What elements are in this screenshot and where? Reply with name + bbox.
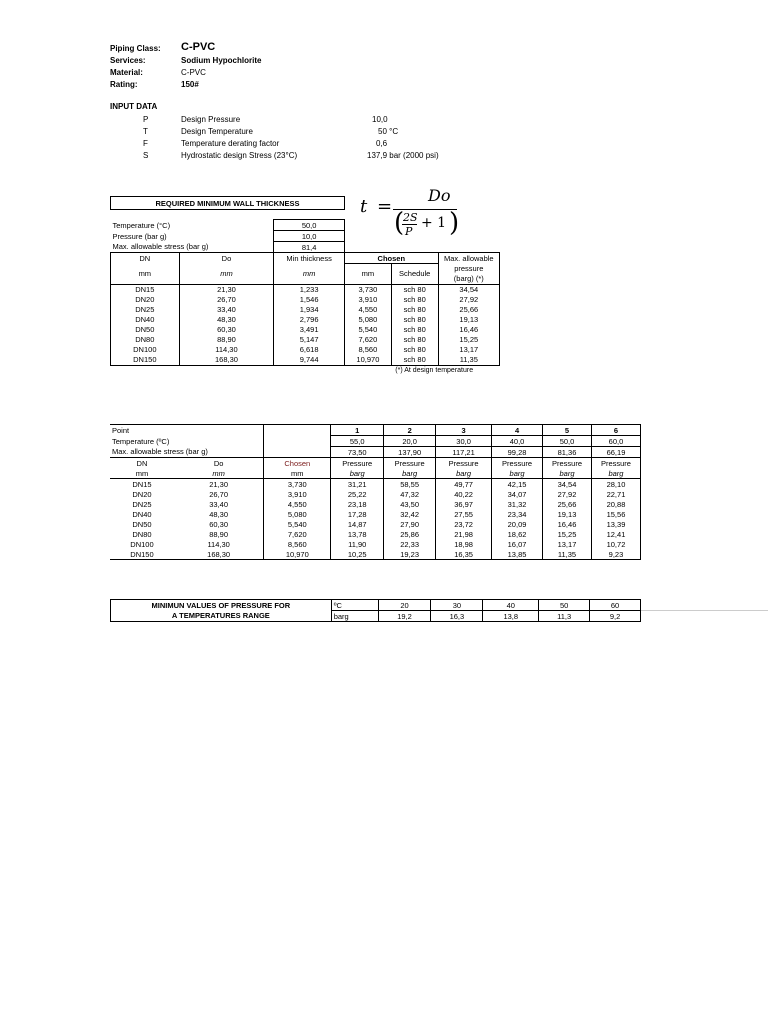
cell-chosen: 3,910	[264, 489, 331, 499]
col2-pressure-2: Pressure	[384, 458, 436, 469]
min-temp-2: 30	[431, 600, 483, 611]
cell-pressure-2: 43,50	[384, 499, 436, 509]
cell-chosen-mm: 5,540	[345, 325, 392, 335]
cell-chosen: 4,550	[264, 499, 331, 509]
cell-do: 21,30	[209, 479, 229, 489]
min-unit-temp: ºC	[331, 600, 378, 611]
input-value-f: 0,6	[376, 139, 388, 148]
temp-6: 60,0	[591, 436, 640, 447]
cell-do: 88,90	[179, 335, 274, 345]
cell-chosen: 3,730	[264, 479, 331, 490]
point-6: 6	[591, 425, 640, 436]
min-temp-3: 40	[483, 600, 539, 611]
col-do: Do	[179, 253, 274, 264]
min-temp-4: 50	[539, 600, 590, 611]
min-title-line1: MINIMUN VALUES OF PRESSURE FOR	[111, 600, 332, 611]
input-sym-s: S	[143, 151, 149, 160]
cell-pressure-5: 11,35	[543, 549, 592, 560]
cell-chosen-mm: 5,080	[345, 315, 392, 325]
point-4: 4	[492, 425, 543, 436]
cell-pressure-3: 36,97	[436, 499, 492, 509]
cell-do: 33,40	[209, 499, 229, 509]
cell-pressure-3: 18,98	[436, 539, 492, 549]
min-unit-barg: barg	[331, 611, 378, 622]
formula-t: t	[360, 196, 368, 217]
cell-pressure-6: 22,71	[591, 489, 640, 499]
formula-numerator: Do	[428, 186, 451, 205]
cell-pressure-5: 19,13	[543, 509, 592, 519]
cell-pressure-2: 27,90	[384, 519, 436, 529]
cell-pressure-5: 16,46	[543, 519, 592, 529]
col2-pressure-3: Pressure	[436, 458, 492, 469]
cell-pressure-5: 15,25	[543, 529, 592, 539]
min-value-1: 19,2	[378, 611, 431, 622]
cell-pressure-5: 13,17	[543, 539, 592, 549]
cell-dn: DN15	[111, 284, 180, 295]
wall-table-title: REQUIRED MINIMUM WALL THICKNESS	[111, 197, 345, 210]
input-value-p: 10,0	[372, 115, 388, 124]
cell-pressure-3: 23,72	[436, 519, 492, 529]
min-value-4: 11,3	[539, 611, 590, 622]
cell-max-pressure: 34,54	[438, 284, 499, 295]
cell-min-thickness: 1,546	[274, 295, 345, 305]
cell-pressure-1: 10,25	[331, 549, 384, 560]
cell-do: 114,30	[179, 345, 274, 355]
table-row	[110, 489, 641, 499]
cell-pressure-4: 13,85	[492, 549, 543, 560]
cell-dn: DN150	[111, 355, 180, 366]
cell-do: 48,30	[209, 509, 229, 519]
formula-equals: =	[377, 196, 393, 217]
cell-schedule: sch 80	[391, 284, 438, 295]
services-label: Services:	[110, 56, 146, 65]
col2-barg-1: barg	[331, 468, 384, 479]
cell-dn: DN20	[132, 489, 152, 499]
cell-max-pressure: 13,17	[438, 345, 499, 355]
cell-schedule: sch 80	[391, 325, 438, 335]
cell-pressure-5: 27,92	[543, 489, 592, 499]
cell-pressure-2: 19,23	[384, 549, 436, 560]
col2-barg-2: barg	[384, 468, 436, 479]
table-row	[110, 539, 641, 549]
cell-pressure-3: 49,77	[436, 479, 492, 490]
table-row	[111, 284, 500, 295]
cell-dn: DN50	[111, 325, 180, 335]
formula-paren-left: (	[394, 208, 405, 238]
table-row	[111, 305, 500, 315]
col2-chosen: Chosen	[264, 458, 331, 469]
cell-chosen-mm: 3,910	[345, 295, 392, 305]
formula-2s: 2S	[403, 211, 418, 224]
col2-dn-unit: mm	[110, 468, 174, 479]
cell-min-thickness: 2,796	[274, 315, 345, 325]
col-dn: DN	[111, 253, 180, 264]
material-label: Material:	[110, 68, 143, 77]
cell-do: 60,30	[209, 519, 229, 529]
cell-dn: DN80	[132, 529, 152, 539]
input-value-t: 50 °C	[378, 127, 399, 136]
cell-min-thickness: 1,233	[274, 284, 345, 295]
table-row	[111, 345, 500, 355]
col-min-unit: mm	[274, 264, 345, 285]
cell-chosen-mm: 7,620	[345, 335, 392, 345]
cell-dn: DN40	[111, 315, 180, 325]
col-min-thickness: Min thickness	[274, 253, 345, 264]
cell-pressure-3: 27,55	[436, 509, 492, 519]
input-desc-t: Design Temperature	[181, 127, 253, 136]
stress-3: 117,21	[436, 447, 492, 458]
col-max-unit: (barg) (*)	[438, 274, 499, 285]
temp-1: 55,0	[331, 436, 384, 447]
cell-do: 26,70	[179, 295, 274, 305]
cell-pressure-4: 16,07	[492, 539, 543, 549]
gridline-extension	[641, 610, 768, 611]
cell-pressure-6: 12,41	[591, 529, 640, 539]
cell-dn: DN40	[132, 509, 152, 519]
cell-pressure-6: 10,72	[591, 539, 640, 549]
cell-pressure-1: 13,78	[331, 529, 384, 539]
cell-min-thickness: 6,618	[274, 345, 345, 355]
cell-pressure-6: 13,39	[591, 519, 640, 529]
pressure-temperature-table	[110, 424, 641, 560]
cell-do: 26,70	[209, 489, 229, 499]
cell-dn: DN150	[110, 549, 174, 560]
cell-dn: DN25	[132, 499, 152, 509]
piping-class-label: Piping Class:	[110, 44, 161, 53]
cell-pressure-6: 28,10	[591, 479, 640, 490]
col2-do-unit: mm	[174, 468, 264, 479]
table-row	[110, 549, 641, 560]
formula-plus-one: + 1	[421, 215, 447, 231]
cell-schedule: sch 80	[391, 355, 438, 366]
stress-label: Max. allowable stress (bar g)	[112, 447, 208, 457]
min-value-5: 9,2	[590, 611, 641, 622]
cell-chosen: 5,080	[264, 509, 331, 519]
cell-dn: DN80	[111, 335, 180, 345]
col-chosen-mm: mm	[345, 264, 392, 285]
rating-label: Rating:	[110, 80, 138, 89]
cell-min-thickness: 3,491	[274, 325, 345, 335]
stress-5: 81,36	[543, 447, 592, 458]
table-row	[111, 335, 500, 345]
table-row	[110, 519, 641, 529]
cell-schedule: sch 80	[391, 345, 438, 355]
col-max-pressure: pressure	[438, 264, 499, 274]
cell-pressure-3: 40,22	[436, 489, 492, 499]
point-5: 5	[543, 425, 592, 436]
cell-min-thickness: 5,147	[274, 335, 345, 345]
input-sym-p: P	[143, 115, 149, 124]
input-sym-f: F	[143, 139, 148, 148]
cell-pressure-1: 11,90	[331, 539, 384, 549]
cell-dn: DN15	[132, 479, 152, 489]
cell-pressure-4: 23,34	[492, 509, 543, 519]
cell-pressure-2: 22,33	[384, 539, 436, 549]
cell-pressure-2: 58,55	[384, 479, 436, 490]
cell-pressure-1: 25,22	[331, 489, 384, 499]
table-row	[110, 479, 641, 490]
col2-pressure-6: Pressure	[591, 458, 640, 469]
cell-do: 88,90	[209, 529, 229, 539]
cell-do: 168,30	[174, 549, 264, 560]
cell-pressure-2: 25,86	[384, 529, 436, 539]
cell-max-pressure: 19,13	[438, 315, 499, 325]
col2-barg-6: barg	[591, 468, 640, 479]
stress-1: 73,50	[331, 447, 384, 458]
cell-dn: DN20	[111, 295, 180, 305]
input-desc-p: Design Pressure	[181, 115, 241, 124]
col-max-allowable: Max. allowable	[438, 253, 499, 264]
col-schedule: Schedule	[391, 264, 438, 285]
stress-2: 137,90	[384, 447, 436, 458]
cell-chosen-mm: 4,550	[345, 305, 392, 315]
min-pressure-table	[110, 599, 641, 622]
cell-dn: DN50	[132, 519, 152, 529]
param-pressure-value: 10,0	[274, 231, 345, 242]
point-label: Point	[110, 425, 264, 436]
cell-dn: DN100	[111, 345, 180, 355]
cell-pressure-2: 47,32	[384, 489, 436, 499]
table-row	[110, 499, 641, 509]
input-value-s: 137,9 bar (2000 psi)	[367, 151, 439, 160]
col2-chosen-unit: mm	[264, 468, 331, 479]
min-temp-1: 20	[378, 600, 431, 611]
min-temp-5: 60	[590, 600, 641, 611]
temp-4: 40,0	[492, 436, 543, 447]
col2-pressure-1: Pressure	[331, 458, 384, 469]
table-row	[111, 315, 500, 325]
cell-pressure-1: 23,18	[331, 499, 384, 509]
formula-paren-right: )	[449, 208, 460, 238]
cell-do: 114,30	[207, 539, 230, 549]
cell-chosen-mm: 10,970	[345, 355, 392, 366]
cell-do: 48,30	[179, 315, 274, 325]
point-3: 3	[436, 425, 492, 436]
col2-barg-4: barg	[492, 468, 543, 479]
cell-schedule: sch 80	[391, 335, 438, 345]
col2-dn: DN	[110, 458, 174, 469]
cell-pressure-4: 34,07	[492, 489, 543, 499]
col2-do: Do	[174, 458, 264, 469]
temp-2: 20,0	[384, 436, 436, 447]
cell-pressure-5: 25,66	[543, 499, 592, 509]
cell-dn: DN25	[111, 305, 180, 315]
cell-pressure-2: 32,42	[384, 509, 436, 519]
cell-chosen-mm: 3,730	[345, 284, 392, 295]
formula-p: P	[405, 225, 413, 238]
design-temp-note: (*) At design temperature	[395, 367, 474, 374]
col-dn-unit: mm	[111, 264, 180, 285]
cell-pressure-4: 18,62	[492, 529, 543, 539]
col2-pressure-4: Pressure	[492, 458, 543, 469]
table-row	[110, 529, 641, 539]
input-desc-s: Hydrostatic design Stress (23°C)	[181, 151, 298, 160]
temp-3: 30,0	[436, 436, 492, 447]
col2-barg-3: barg	[436, 468, 492, 479]
cell-pressure-6: 20,88	[591, 499, 640, 509]
param-stress-value: 81,4	[274, 242, 345, 253]
input-desc-f: Temperature derating factor	[181, 139, 280, 148]
cell-chosen: 5,540	[264, 519, 331, 529]
table-row	[110, 509, 641, 519]
material-value: C-PVC	[181, 68, 206, 77]
cell-pressure-5: 34,54	[543, 479, 592, 490]
min-title-line2: A TEMPERATURES RANGE	[111, 611, 332, 622]
cell-do: 21,30	[179, 284, 274, 295]
cell-max-pressure: 27,92	[438, 295, 499, 305]
cell-schedule: sch 80	[391, 295, 438, 305]
stress-6: 66,19	[591, 447, 640, 458]
input-sym-t: T	[143, 127, 148, 136]
cell-pressure-1: 17,28	[331, 509, 384, 519]
table-row	[111, 355, 500, 366]
cell-max-pressure: 15,25	[438, 335, 499, 345]
param-pressure-label: Pressure (bar g)	[112, 231, 167, 241]
cell-chosen: 8,560	[264, 539, 331, 549]
cell-pressure-1: 14,87	[331, 519, 384, 529]
cell-do: 60,30	[179, 325, 274, 335]
cell-min-thickness: 9,744	[274, 355, 345, 366]
cell-pressure-1: 31,21	[331, 479, 384, 490]
cell-chosen-mm: 8,560	[345, 345, 392, 355]
col2-pressure-5: Pressure	[543, 458, 592, 469]
col2-barg-5: barg	[543, 468, 592, 479]
cell-do: 168,30	[179, 355, 274, 366]
min-value-2: 16,3	[431, 611, 483, 622]
cell-pressure-6: 15,56	[591, 509, 640, 519]
cell-pressure-3: 16,35	[436, 549, 492, 560]
input-data-title: INPUT DATA	[110, 102, 158, 111]
param-stress-label: Max. allowable stress (bar g)	[112, 242, 209, 252]
param-temp-value: 50,0	[274, 220, 345, 231]
temperature-label: Temperature (ºC)	[112, 436, 170, 446]
cell-min-thickness: 1,934	[274, 305, 345, 315]
cell-max-pressure: 25,66	[438, 305, 499, 315]
min-value-3: 13,8	[483, 611, 539, 622]
cell-dn: DN100	[130, 539, 154, 549]
cell-pressure-4: 31,32	[492, 499, 543, 509]
temp-5: 50,0	[543, 436, 592, 447]
table-row	[111, 325, 500, 335]
cell-max-pressure: 11,35	[438, 355, 499, 366]
param-temp-label: Temperature (°C)	[112, 220, 171, 230]
point-2: 2	[384, 425, 436, 436]
stress-4: 99,28	[492, 447, 543, 458]
rating-value: 150#	[181, 80, 199, 89]
col-do-unit: mm	[179, 264, 274, 285]
cell-pressure-4: 42,15	[492, 479, 543, 490]
col-chosen: Chosen	[345, 253, 439, 264]
cell-schedule: sch 80	[391, 305, 438, 315]
cell-pressure-3: 21,98	[436, 529, 492, 539]
point-1: 1	[331, 425, 384, 436]
cell-pressure-4: 20,09	[492, 519, 543, 529]
wall-thickness-table	[110, 196, 500, 376]
cell-schedule: sch 80	[391, 315, 438, 325]
piping-class-value: C-PVC	[181, 41, 216, 53]
cell-max-pressure: 16,46	[438, 325, 499, 335]
cell-pressure-6: 9,23	[591, 549, 640, 560]
cell-do: 33,40	[179, 305, 274, 315]
table-row	[111, 295, 500, 305]
services-value: Sodium Hypochlorite	[181, 56, 262, 65]
cell-chosen: 7,620	[264, 529, 331, 539]
cell-chosen: 10,970	[264, 549, 331, 560]
